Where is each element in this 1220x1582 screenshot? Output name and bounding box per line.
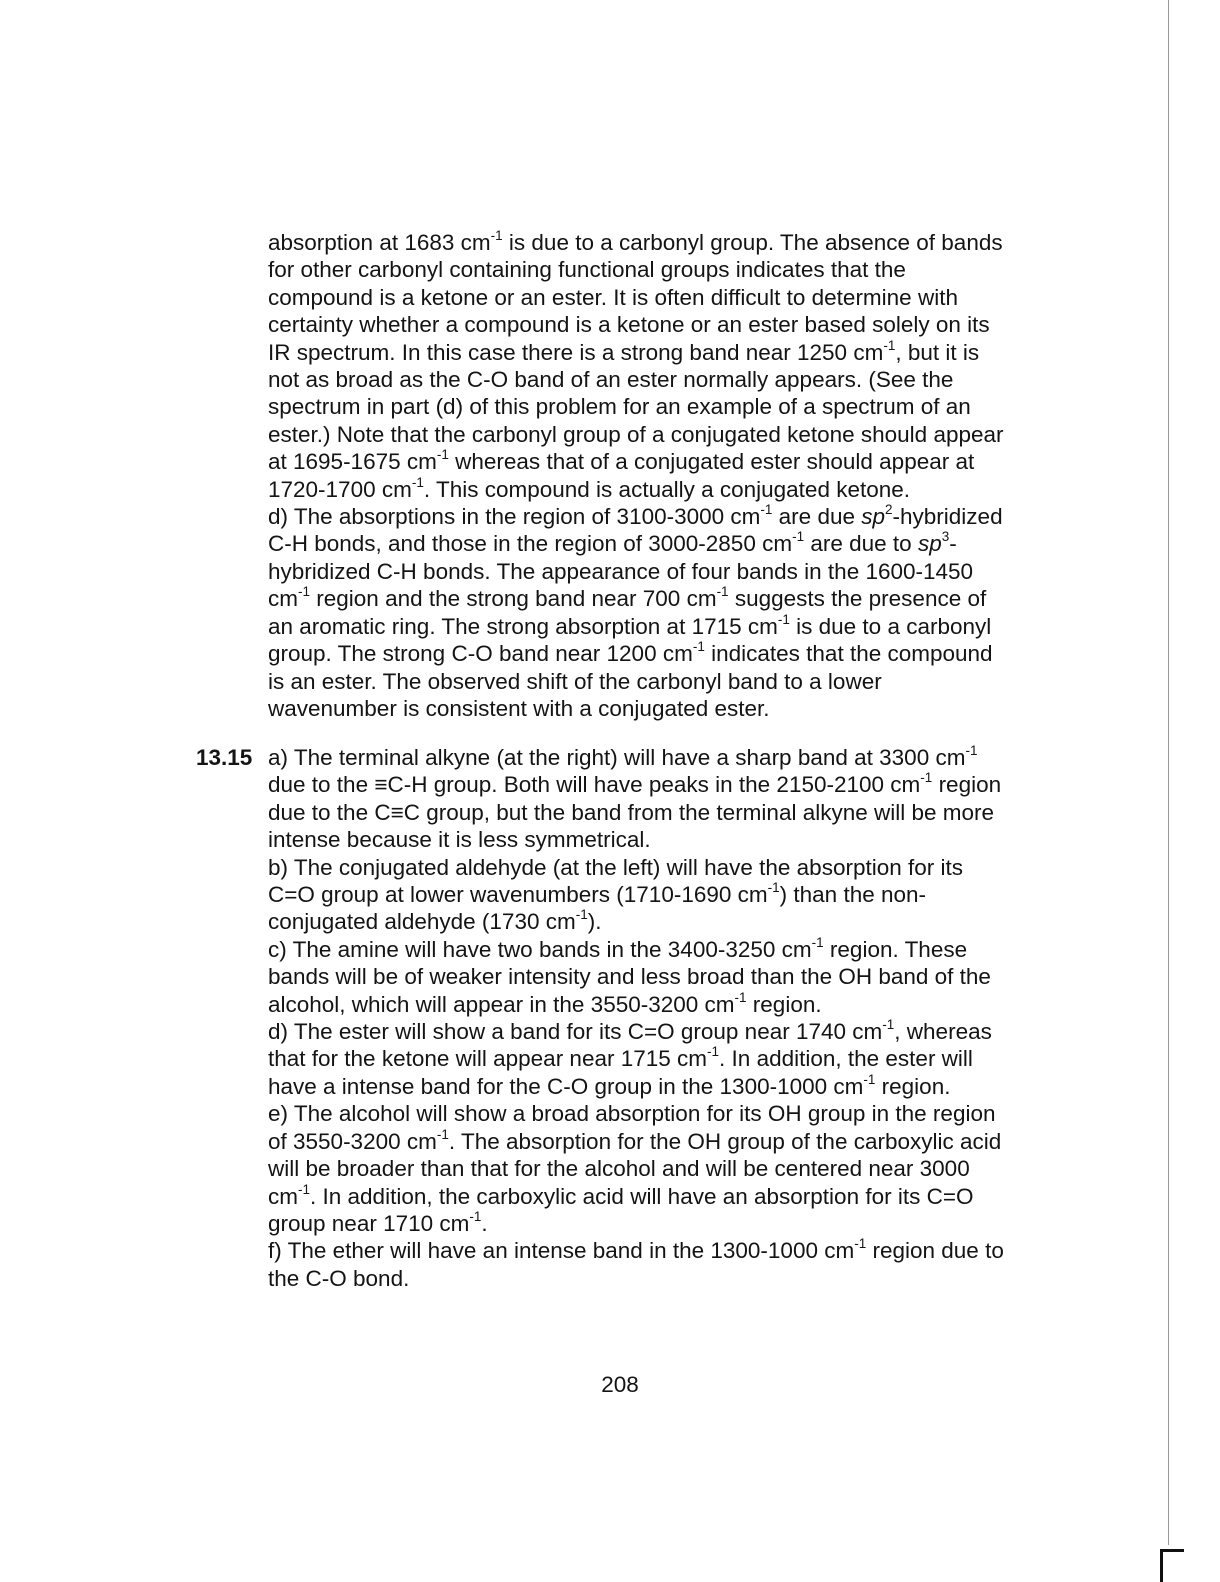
text-line: conjugated aldehyde (1730 $cm^{-1}$). [268, 907, 602, 935]
corner-crop-mark [1160, 1549, 1184, 1552]
text-line: group. The strong C-O band near 1200 $cm^{-1}$ indicates that the compound [268, 638, 993, 667]
text-line: is an ester. The observed shift of the carbonyl band to a lower [268, 668, 882, 694]
text-line: ester.) Note that the carbonyl group of a conjugated ketone should appear [268, 421, 1004, 447]
text-line: absorption at 1683 $cm^{-1}$ is due to a carbonyl group. The absence of bands [268, 227, 1003, 255]
text-line: f) The ether will have an intense band in the 1300-1000 $cm^{-1}$ region due to [268, 1236, 1004, 1264]
text-line: c) The amine will have two bands in the 3400-3250 $cm^{-1}$ region. These [268, 934, 968, 962]
text-line: d) The ester will show a band for its C=O group near 1740 $cm^{-1}$, whereas [268, 1016, 992, 1045]
text-line: that for the ketone will appear near 1715 $cm^{-1}$. In addition, the ester will [268, 1044, 973, 1072]
triple-bond-symbol: ≡ [390, 799, 404, 825]
text-line: compound is a ketone or an ester. It is often difficult to determine with [268, 284, 958, 310]
text-line: IR spectrum. In this case there is a strong band near 1250 $cm^{-1}$, but it is [268, 337, 980, 365]
problem-13-15-answer [268, 744, 1068, 1292]
text-line: 1720-1700 $cm^{-1}$. This compound is actually a conjugated ketone. [268, 474, 911, 502]
text-line: an aromatic ring. The strong absorption at 1715 $cm^{-1}$ is due to a carbonyl [268, 611, 992, 639]
page-edge-line [1168, 0, 1169, 1545]
text-line: d) The absorptions in the region of 3100-3000 $cm^{-1}$ are due $sp^2$-hybridized [268, 501, 1003, 530]
text-line: the C-O bond. [268, 1265, 410, 1291]
page-number: 208 [601, 1372, 639, 1397]
text-line: C=O group at lower wavenumbers (1710-1690 $cm^{-1}$) than the non- [268, 879, 927, 908]
text-line: wavenumber is consistent with a conjugated ester. [268, 695, 770, 721]
corner-crop-mark-vertical [1160, 1549, 1163, 1582]
previous-answer-continuation [268, 229, 1068, 722]
text-line: bands will be of weaker intensity and less broad than the OH band of the [268, 964, 991, 990]
text-line: due to the ≡C-H group. Both will have peaks in the 2150-2100 $cm^{-1}$ region [268, 770, 1002, 798]
text-line: C-H bonds, and those in the region of 3000-2850 $cm^{-1}$ are due to $sp^3-$ [268, 529, 957, 557]
triple-bond-symbol: ≡ [374, 772, 388, 798]
text-line: will be broader than that for the alcohol and will be centered near 3000 [268, 1156, 970, 1182]
text-line: b) The conjugated aldehyde (at the left) will have the absorption for its [268, 854, 963, 880]
text-line: e) The alcohol will show a broad absorption for its OH group in the region [268, 1101, 996, 1127]
text-line: at 1695-1675 $cm^{-1}$ whereas that of a conjugated ester should appear at [268, 447, 975, 475]
text-line: not as broad as the C-O band of an ester normally appears. (See the [268, 367, 954, 393]
text-line: $cm^{-1}$ region and the strong band near 700 $cm^{-1}$ suggests the presence of [268, 584, 987, 612]
text-line: intense because it is less symmetrical. [268, 827, 651, 853]
text-line: for other carbonyl containing functional groups indicates that the [268, 257, 906, 283]
text-line: a) The terminal alkyne (at the right) will have a sharp band at 3300 $cm^{-1}$ [268, 742, 978, 770]
text-line: have a intense band for the C-O group in the 1300-1000 $cm^{-1}$ region. [268, 1071, 951, 1099]
text-line: hybridized C-H bonds. The appearance of four bands in the 1600-1450 [268, 558, 974, 584]
problem-number: 13.15 [196, 745, 253, 770]
text-line: of 3550-3200 $cm^{-1}$. The absorption for the OH group of the carboxylic acid [268, 1126, 1002, 1154]
text-line: group near 1710 $cm^{-1}$. [268, 1208, 488, 1236]
text-line: alcohol, which will appear in the 3550-3200 $cm^{-1}$ region. [268, 989, 822, 1017]
text-line: spectrum in part (d) of this problem for an example of a spectrum of an [268, 394, 971, 420]
text-line: due to the C≡C group, but the band from the terminal alkyne will be more [268, 799, 995, 825]
text-line: certainty whether a compound is a ketone or an ester based solely on its [268, 312, 990, 338]
text-line: $cm^{-1}$. In addition, the carboxylic acid will have an absorption for its C=O [268, 1181, 974, 1209]
